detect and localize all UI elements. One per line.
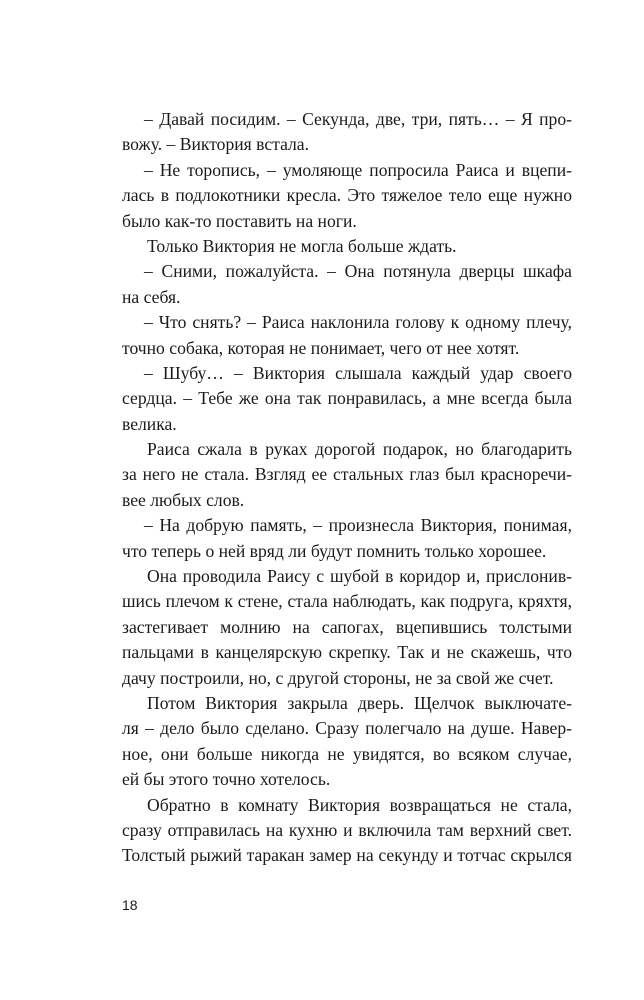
text-line: Только Виктория не могла больше ждать. bbox=[147, 235, 457, 256]
text-line: велика. bbox=[122, 413, 177, 434]
text-line: – Шубу… – Виктория слышала каждый удар своего bbox=[144, 362, 572, 383]
text-line: – Сними, пожалуйста. – Она потянула дверцы шкафа bbox=[144, 261, 572, 282]
text-line: сердца. – Тебе же она так понравилась, а мне всегда была bbox=[122, 388, 572, 409]
text-line: – На добрую память, – произнесла Виктория, понимая, bbox=[144, 515, 572, 536]
text-line: на себя. bbox=[122, 286, 181, 307]
text-line: Она проводила Раису с шубой в коридор и, прислонив- bbox=[147, 566, 572, 587]
text-line: Обратно в комнату Виктория возвращаться не стала, bbox=[147, 794, 572, 815]
text-line: – Давай посидим. – Секунда, две, три, пять… – Я про- bbox=[144, 109, 572, 129]
text-line: Раиса сжала в руках дорогой подарок, но благодарить bbox=[147, 439, 572, 460]
text-line: – Что снять? – Раиса наклонила голову к одному плечу, bbox=[144, 312, 572, 333]
text-line: Потом Виктория закрыла дверь. Щелчок выключате- bbox=[147, 692, 572, 713]
text-line: пальцами в канцелярскую скрепку. Так и не скажешь, что bbox=[122, 642, 572, 663]
text-line: что теперь о ней вряд ли будут помнить только хорошее. bbox=[122, 540, 547, 561]
text-line: точно собака, которая не понимает, чего от нее хотят. bbox=[122, 337, 520, 358]
text-line: было как-то поставить на ноги. bbox=[122, 210, 357, 231]
book-page-text bbox=[122, 107, 572, 869]
page-number: 18 bbox=[122, 897, 138, 913]
text-line: – Не торопись, – умоляюще попросила Раиса и вцепи- bbox=[144, 159, 572, 180]
text-line: за него не стала. Взгляд ее стальных глаз был красноречи- bbox=[122, 464, 572, 485]
text-line: ей бы этого точно хотелось. bbox=[122, 769, 331, 790]
text-line: ное, они больше никогда не увидятся, во всяком случае, bbox=[122, 743, 572, 764]
text-line: застегивает молнию на сапогах, вцепившись толстыми bbox=[122, 616, 572, 637]
text-line: сразу отправилась на кухню и включила там верхний свет. bbox=[122, 819, 572, 840]
text-line: шись плечом к стене, стала наблюдать, как подруга, кряхтя, bbox=[122, 591, 572, 612]
text-line: Толстый рыжий таракан замер на секунду и тотчас скрылся bbox=[122, 845, 572, 866]
text-line: вожу. – Виктория встала. bbox=[122, 134, 310, 155]
text-line: дачу построили, но, с другой стороны, не за свой же счет. bbox=[122, 667, 554, 688]
text-line: ля – дело было сделано. Сразу полегчало на душе. Навер- bbox=[122, 718, 572, 739]
text-line: лась в подлокотники кресла. Это тяжелое тело еще нужно bbox=[122, 185, 572, 206]
text-line: вее любых слов. bbox=[122, 489, 245, 510]
